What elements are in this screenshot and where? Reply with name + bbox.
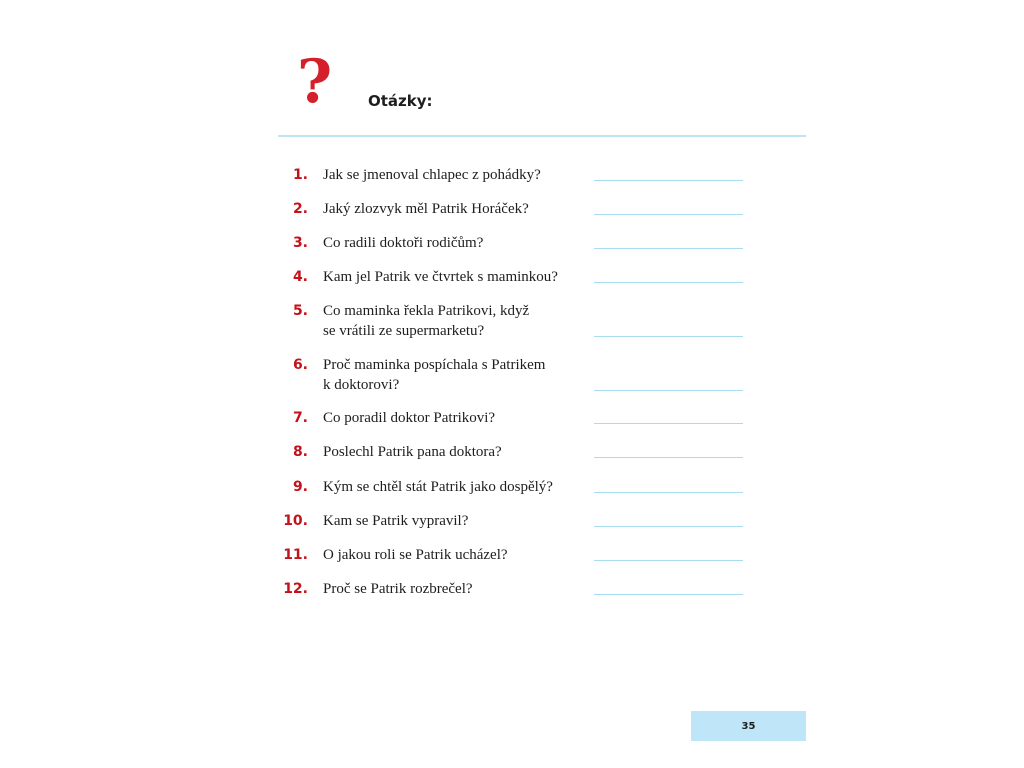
question-number: 11. bbox=[283, 547, 308, 563]
question-text-line: Co radili doktoři rodičům? bbox=[323, 235, 484, 251]
question-text-line: Kým se chtěl stát Patrik jako dospělý? bbox=[323, 479, 553, 495]
question-text-line: O jakou roli se Patrik ucházel? bbox=[323, 547, 508, 563]
question-number: 1. bbox=[292, 167, 308, 183]
section-heading: Otázky: bbox=[368, 92, 433, 110]
answer-line[interactable] bbox=[594, 180, 743, 181]
question-text-line: Kam se Patrik vypravil? bbox=[323, 513, 469, 529]
question-text bbox=[323, 199, 583, 219]
question-text-line: Jak se jmenoval chlapec z pohádky? bbox=[323, 167, 541, 183]
question-number: 8. bbox=[292, 444, 308, 460]
question-text-line: Co maminka řekla Patrikovi, když bbox=[323, 303, 530, 319]
answer-line[interactable] bbox=[594, 560, 743, 561]
question-text bbox=[323, 233, 583, 253]
question-text bbox=[323, 477, 583, 497]
header-divider bbox=[278, 135, 806, 137]
answer-line[interactable] bbox=[594, 526, 743, 527]
answer-line[interactable] bbox=[594, 390, 743, 391]
question-mark-icon: ? bbox=[297, 47, 333, 117]
answer-line[interactable] bbox=[594, 594, 743, 595]
question-number: 7. bbox=[292, 410, 308, 426]
page-number: 35 bbox=[691, 711, 806, 741]
question-number: 12. bbox=[283, 581, 308, 597]
answer-line[interactable] bbox=[594, 214, 743, 215]
answer-line[interactable] bbox=[594, 423, 743, 424]
question-text bbox=[323, 545, 583, 565]
question-text-line: Proč se Patrik rozbrečel? bbox=[323, 581, 473, 597]
question-text-line: Proč maminka pospíchala s Patrikem bbox=[323, 357, 546, 373]
question-number: 2. bbox=[292, 201, 308, 217]
question-text bbox=[323, 408, 583, 428]
question-number: 6. bbox=[292, 357, 308, 373]
question-text bbox=[323, 579, 583, 599]
answer-line[interactable] bbox=[594, 492, 743, 493]
question-number: 9. bbox=[292, 479, 308, 495]
question-number: 10. bbox=[283, 513, 308, 529]
question-text bbox=[323, 267, 583, 287]
question-text-line: se vrátili ze supermarketu? bbox=[323, 323, 485, 339]
answer-line[interactable] bbox=[594, 248, 743, 249]
question-number: 5. bbox=[292, 303, 308, 319]
question-text-line: Kam jel Patrik ve čtvrtek s maminkou? bbox=[323, 269, 558, 285]
question-text-line: k doktorovi? bbox=[323, 377, 400, 393]
question-text bbox=[323, 301, 583, 341]
question-text bbox=[323, 165, 583, 185]
question-text-line: Poslechl Patrik pana doktora? bbox=[323, 444, 502, 460]
question-text bbox=[323, 442, 583, 462]
question-text bbox=[323, 511, 583, 531]
question-text-line: Co poradil doktor Patrikovi? bbox=[323, 410, 496, 426]
question-number: 4. bbox=[292, 269, 308, 285]
answer-line[interactable] bbox=[594, 282, 743, 283]
question-text-line: Jaký zlozvyk měl Patrik Horáček? bbox=[323, 201, 529, 217]
answer-line[interactable] bbox=[594, 457, 743, 458]
question-number: 3. bbox=[292, 235, 308, 251]
answer-line[interactable] bbox=[594, 336, 743, 337]
question-text bbox=[323, 355, 583, 395]
